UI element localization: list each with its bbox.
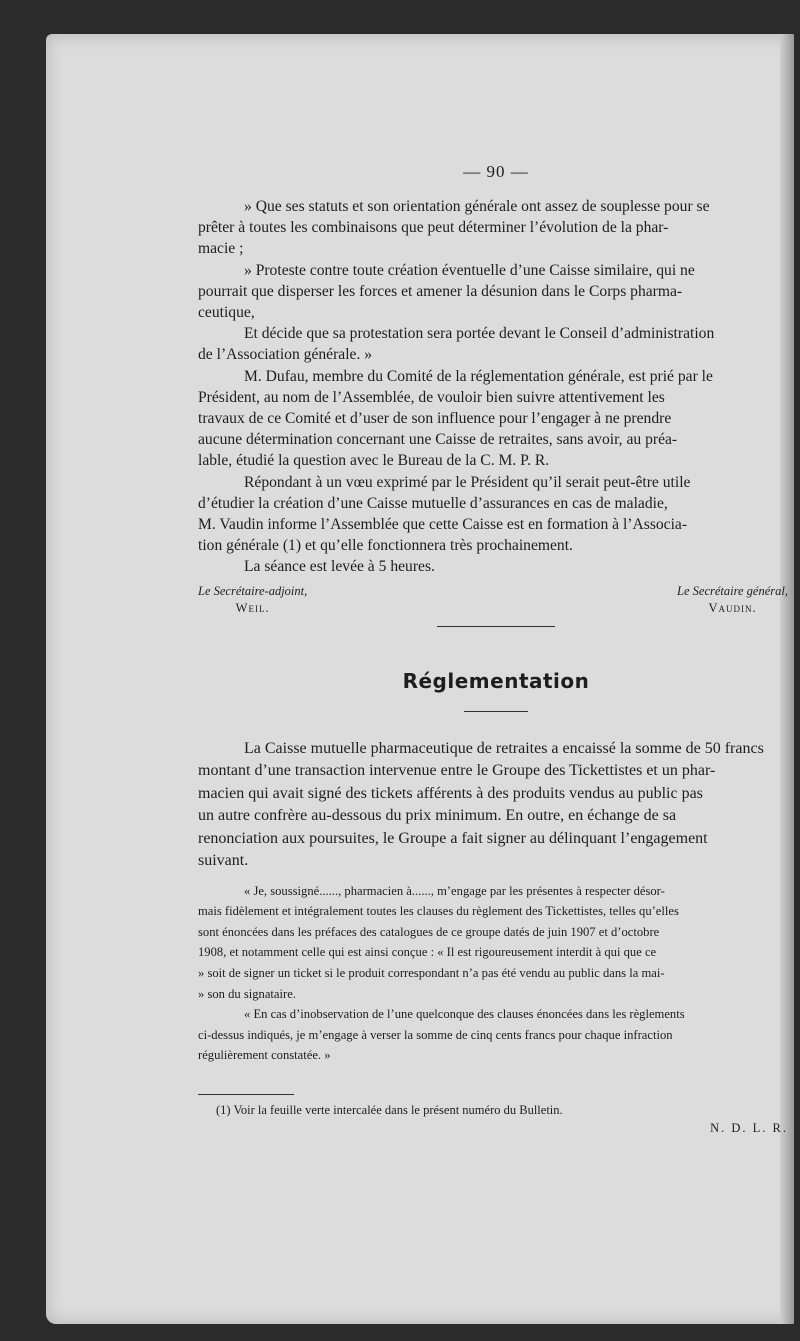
section-title: Réglementation [402,668,590,693]
page-text [198,162,794,1136]
page-number: — 90 — [463,162,529,181]
text-line: M. Vaudin informe l’Assemblée que cette Caisse est en formation à l’Associa- [198,516,688,534]
text-line: prêter à toutes les combinaisons que peut déterminer l’évolution de la phar- [198,219,669,237]
signature-role: Le Secrétaire général, [677,583,788,598]
text-line: macie ; [198,240,244,258]
footnote-signature: N. D. L. R. [710,1121,788,1135]
text-line: La séance est levée à 5 heures. [244,558,435,576]
text-line: Répondant à un vœu exprimé par le Président qu’il serait peut-être utile [244,473,691,491]
text-line: suivant. [198,852,249,870]
signatures [198,584,788,616]
text-line: » Que ses statuts et son orientation générale ont assez de souplesse pour se [244,198,710,215]
quote-line: régulièrement constatée. » [198,1048,331,1063]
text-line: d’étudier la création d’une Caisse mutuelle d’assurances en cas de maladie, [198,494,668,512]
signature-left [198,584,307,616]
quote-line: mais fidèlement et intégralement toutes les clauses du règlement des Tickettistes, telles qu’elles [198,904,679,919]
title-rule [464,711,528,712]
text-line: travaux de ce Comité et d’user de son influence pour l’engager à ne prendre [198,410,672,428]
text-line: Président, au nom de l’Assemblée, de vouloir bien suivre attentivement les [198,388,665,406]
quote-line: » son du signataire. [198,986,296,1001]
quote-line: sont énoncées dans les préfaces des catalogues de ce groupe datés de juin 1907 et d’octobre [198,924,660,939]
minutes-text [198,196,794,578]
quote-line: ci-dessus indiqués, je m’engage à verser la somme de cinq cents francs pour chaque infraction [198,1027,673,1042]
engagement-quote [198,881,794,1066]
text-line: lable, étudié la question avec le Bureau de la C. M. P. R. [198,452,550,470]
text-line: un autre confrère au-dessous du prix minimum. En outre, en échange de sa [198,807,677,825]
signature-role: Le Secrétaire-adjoint, [198,583,308,598]
quote-line: 1908, et notamment celle qui est ainsi conçue : « Il est rigoureusement interdit à qui que ce [198,945,657,960]
signature-name: Weil. [235,600,270,615]
text-line: M. Dufau, membre du Comité de la réglementation générale, est prié par le [244,367,713,385]
text-line: montant d’une transaction intervenue entre le Groupe des Tickettistes et un phar- [198,762,716,780]
quote-line: » soit de signer un ticket si le produit correspondant n’a pas été vendu au public dans la mai- [198,966,665,981]
text-line: tion générale (1) et qu’elle fonctionnera très prochainement. [198,537,573,555]
separator-rule [437,626,555,627]
text-line: ceutique, [198,304,255,322]
text-line: Et décide que sa protestation sera portée devant le Conseil d’administration [244,325,715,343]
reglementation-text [198,738,794,873]
text-line: de l’Association générale. » [198,346,373,364]
text-line: macien qui avait signé des tickets afférents à des produits vendus au public pas [198,784,703,802]
text-line: aucune détermination concernant une Caisse de retraites, sans avoir, au préa- [198,431,678,449]
footnote-rule [198,1094,294,1095]
signature-name: Vaudin. [708,600,757,615]
text-line: La Caisse mutuelle pharmaceutique de retraites a encaissé la somme de 50 francs [244,739,764,757]
document-page [46,34,794,1324]
text-line: renonciation aux poursuites, le Groupe a fait signer au délinquant l’engagement [198,829,708,847]
signature-right [677,584,788,616]
quote-line: « Je, soussigné......, pharmacien à......, m’engage par les présentes à respecter désor- [244,883,665,898]
text-line: pourrait que disperser les forces et amener la désunion dans le Corps pharma- [198,282,683,300]
quote-line: « En cas d’inobservation de l’une quelconque des clauses énoncées dans les règlements [244,1007,685,1022]
footnote: (1) Voir la feuille verte intercalée dans le présent numéro du Bulletin. [216,1103,563,1117]
text-line: » Proteste contre toute création éventuelle d’une Caisse similaire, qui ne [244,261,695,279]
